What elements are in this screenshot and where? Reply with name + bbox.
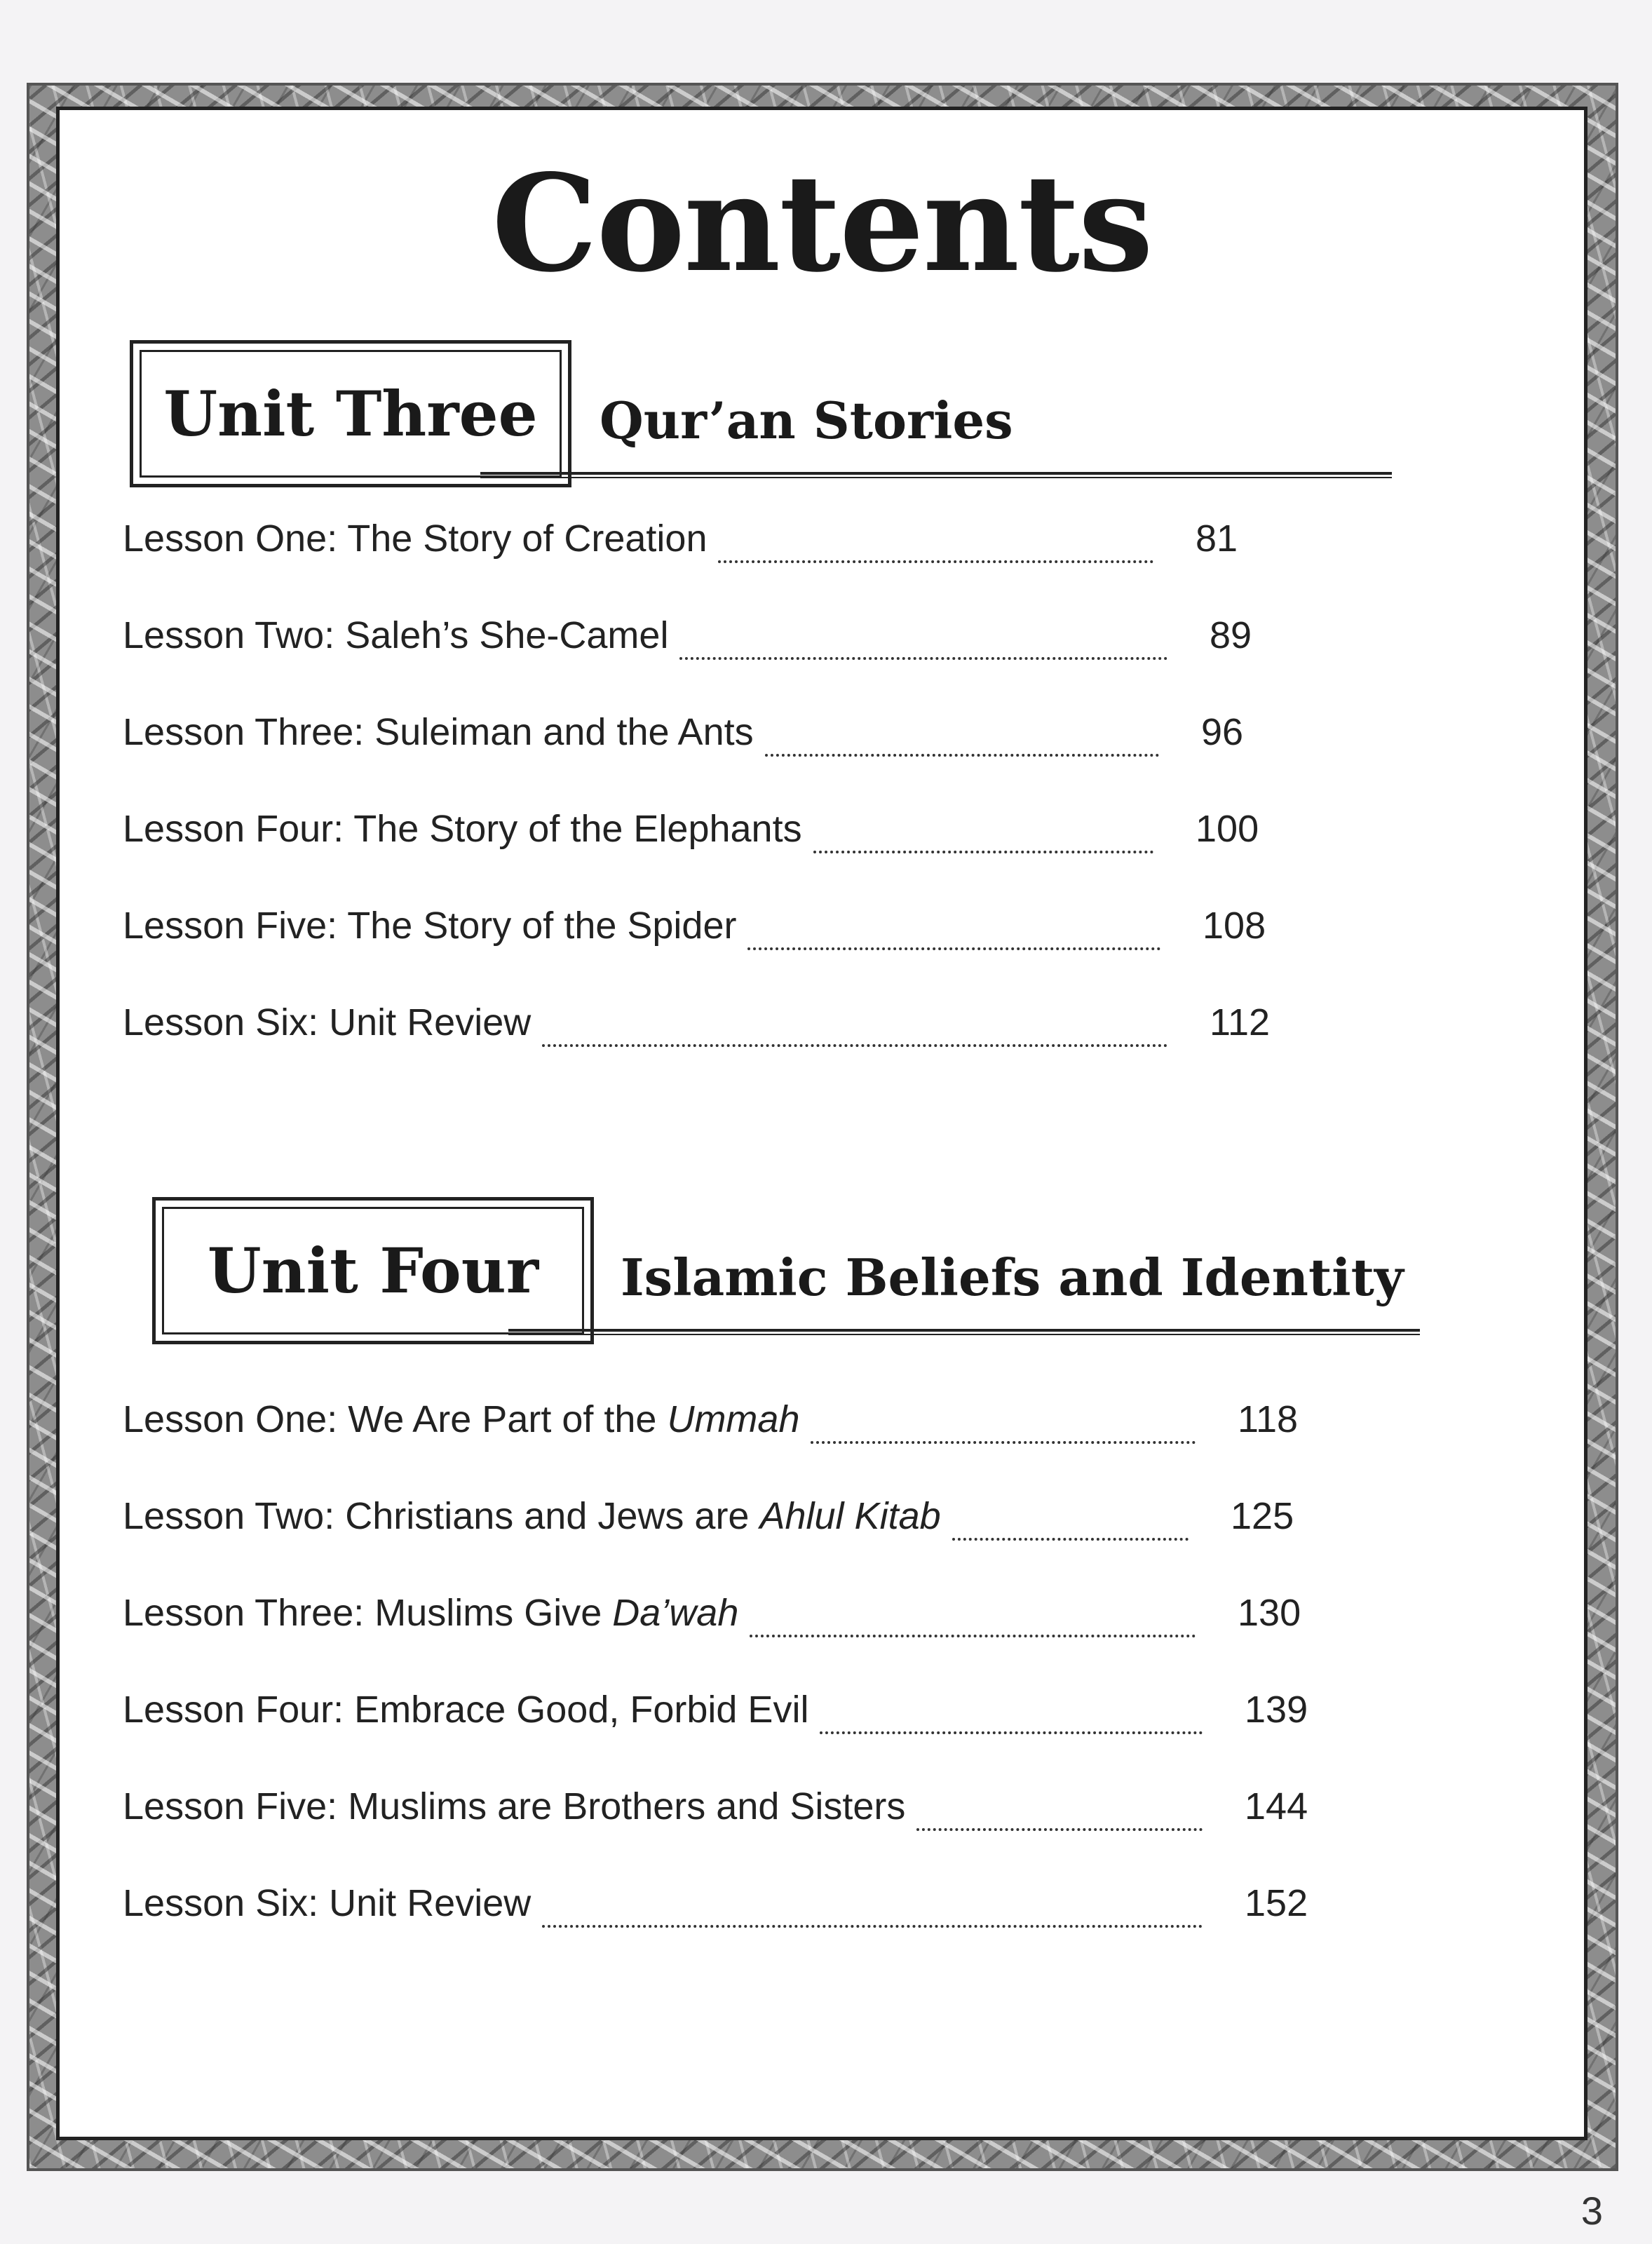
- toc-entry-text: Lesson One: We Are Part of the Ummah: [123, 1398, 800, 1440]
- toc-page-number: 100: [1196, 808, 1259, 850]
- toc-entry[interactable]: [123, 614, 1252, 670]
- toc-page-number: 139: [1245, 1689, 1308, 1731]
- toc-entry[interactable]: [123, 1881, 1308, 1938]
- toc-entry[interactable]: [123, 1001, 1271, 1057]
- unit-three-badge: [130, 340, 571, 487]
- toc-entry[interactable]: [123, 807, 1259, 863]
- toc-entry-text: Lesson Three: Suleiman and the Ants: [123, 711, 754, 753]
- toc-entry-text: Lesson Two: Saleh’s She-Camel: [123, 614, 669, 656]
- unit-four-rule: [508, 1329, 1420, 1335]
- toc-page-number: 118: [1238, 1398, 1299, 1440]
- toc-entry-text: Lesson One: The Story of Creation: [123, 518, 707, 560]
- toc-page-number: 89: [1210, 614, 1252, 656]
- toc-entry-text: Lesson Three: Muslims Give Da’wah: [123, 1592, 739, 1634]
- unit-four-badge: [152, 1197, 594, 1344]
- toc-entry-text: Lesson Six: Unit Review: [123, 1882, 532, 1924]
- unit-three-title: Qur’an Stories: [600, 391, 1013, 450]
- toc-entry-text: Lesson Four: The Story of the Elephants: [123, 808, 802, 850]
- dot-leader: [747, 945, 1160, 950]
- toc-page-number: 112: [1210, 1001, 1271, 1043]
- dot-leader: [765, 751, 1159, 757]
- toc-page-number: 144: [1245, 1785, 1308, 1827]
- toc-entry-text: Lesson Two: Christians and Jews are Ahlul Kitab: [123, 1495, 941, 1537]
- dot-leader: [542, 1041, 1167, 1047]
- toc-entry[interactable]: [123, 517, 1238, 573]
- dot-leader: [679, 654, 1167, 660]
- toc-page-number: 96: [1201, 711, 1244, 753]
- toc-entry[interactable]: [123, 710, 1244, 766]
- toc-page-number: 125: [1231, 1495, 1294, 1537]
- page-number: 3: [1580, 2189, 1603, 2233]
- dot-leader: [542, 1922, 1203, 1928]
- dot-leader: [750, 1632, 1196, 1637]
- content-panel: [56, 107, 1587, 2140]
- page-title: Contents: [492, 145, 1152, 302]
- unit-four-label: Unit Four: [162, 1207, 584, 1334]
- toc-entry-text: Lesson Six: Unit Review: [123, 1001, 532, 1043]
- unit-three-label: Unit Three: [140, 350, 562, 478]
- toc-page-number: 130: [1238, 1592, 1301, 1634]
- toc-page-number: 152: [1245, 1882, 1308, 1924]
- decorative-border: [27, 83, 1618, 2171]
- toc-entry-text: Lesson Five: The Story of the Spider: [123, 905, 737, 947]
- toc-entry[interactable]: [123, 1785, 1308, 1841]
- dot-leader: [718, 557, 1153, 563]
- toc-entry[interactable]: [123, 1591, 1301, 1647]
- toc-page-number: 81: [1196, 518, 1238, 560]
- unit-three-rule: [480, 472, 1392, 478]
- dot-leader: [813, 848, 1153, 853]
- toc-page-number: 108: [1203, 905, 1266, 947]
- toc-entry[interactable]: [123, 1494, 1294, 1550]
- dot-leader: [916, 1825, 1203, 1831]
- toc-entry[interactable]: [123, 1398, 1299, 1454]
- dot-leader: [820, 1729, 1203, 1734]
- toc-entry[interactable]: [123, 904, 1266, 960]
- unit-four-title: Islamic Beliefs and Identity: [621, 1248, 1404, 1307]
- toc-entry[interactable]: [123, 1688, 1308, 1744]
- toc-entry-text: Lesson Four: Embrace Good, Forbid Evil: [123, 1689, 809, 1731]
- toc-entry-text: Lesson Five: Muslims are Brothers and Sisters: [123, 1785, 906, 1827]
- dot-leader: [952, 1535, 1189, 1541]
- dot-leader: [811, 1438, 1196, 1444]
